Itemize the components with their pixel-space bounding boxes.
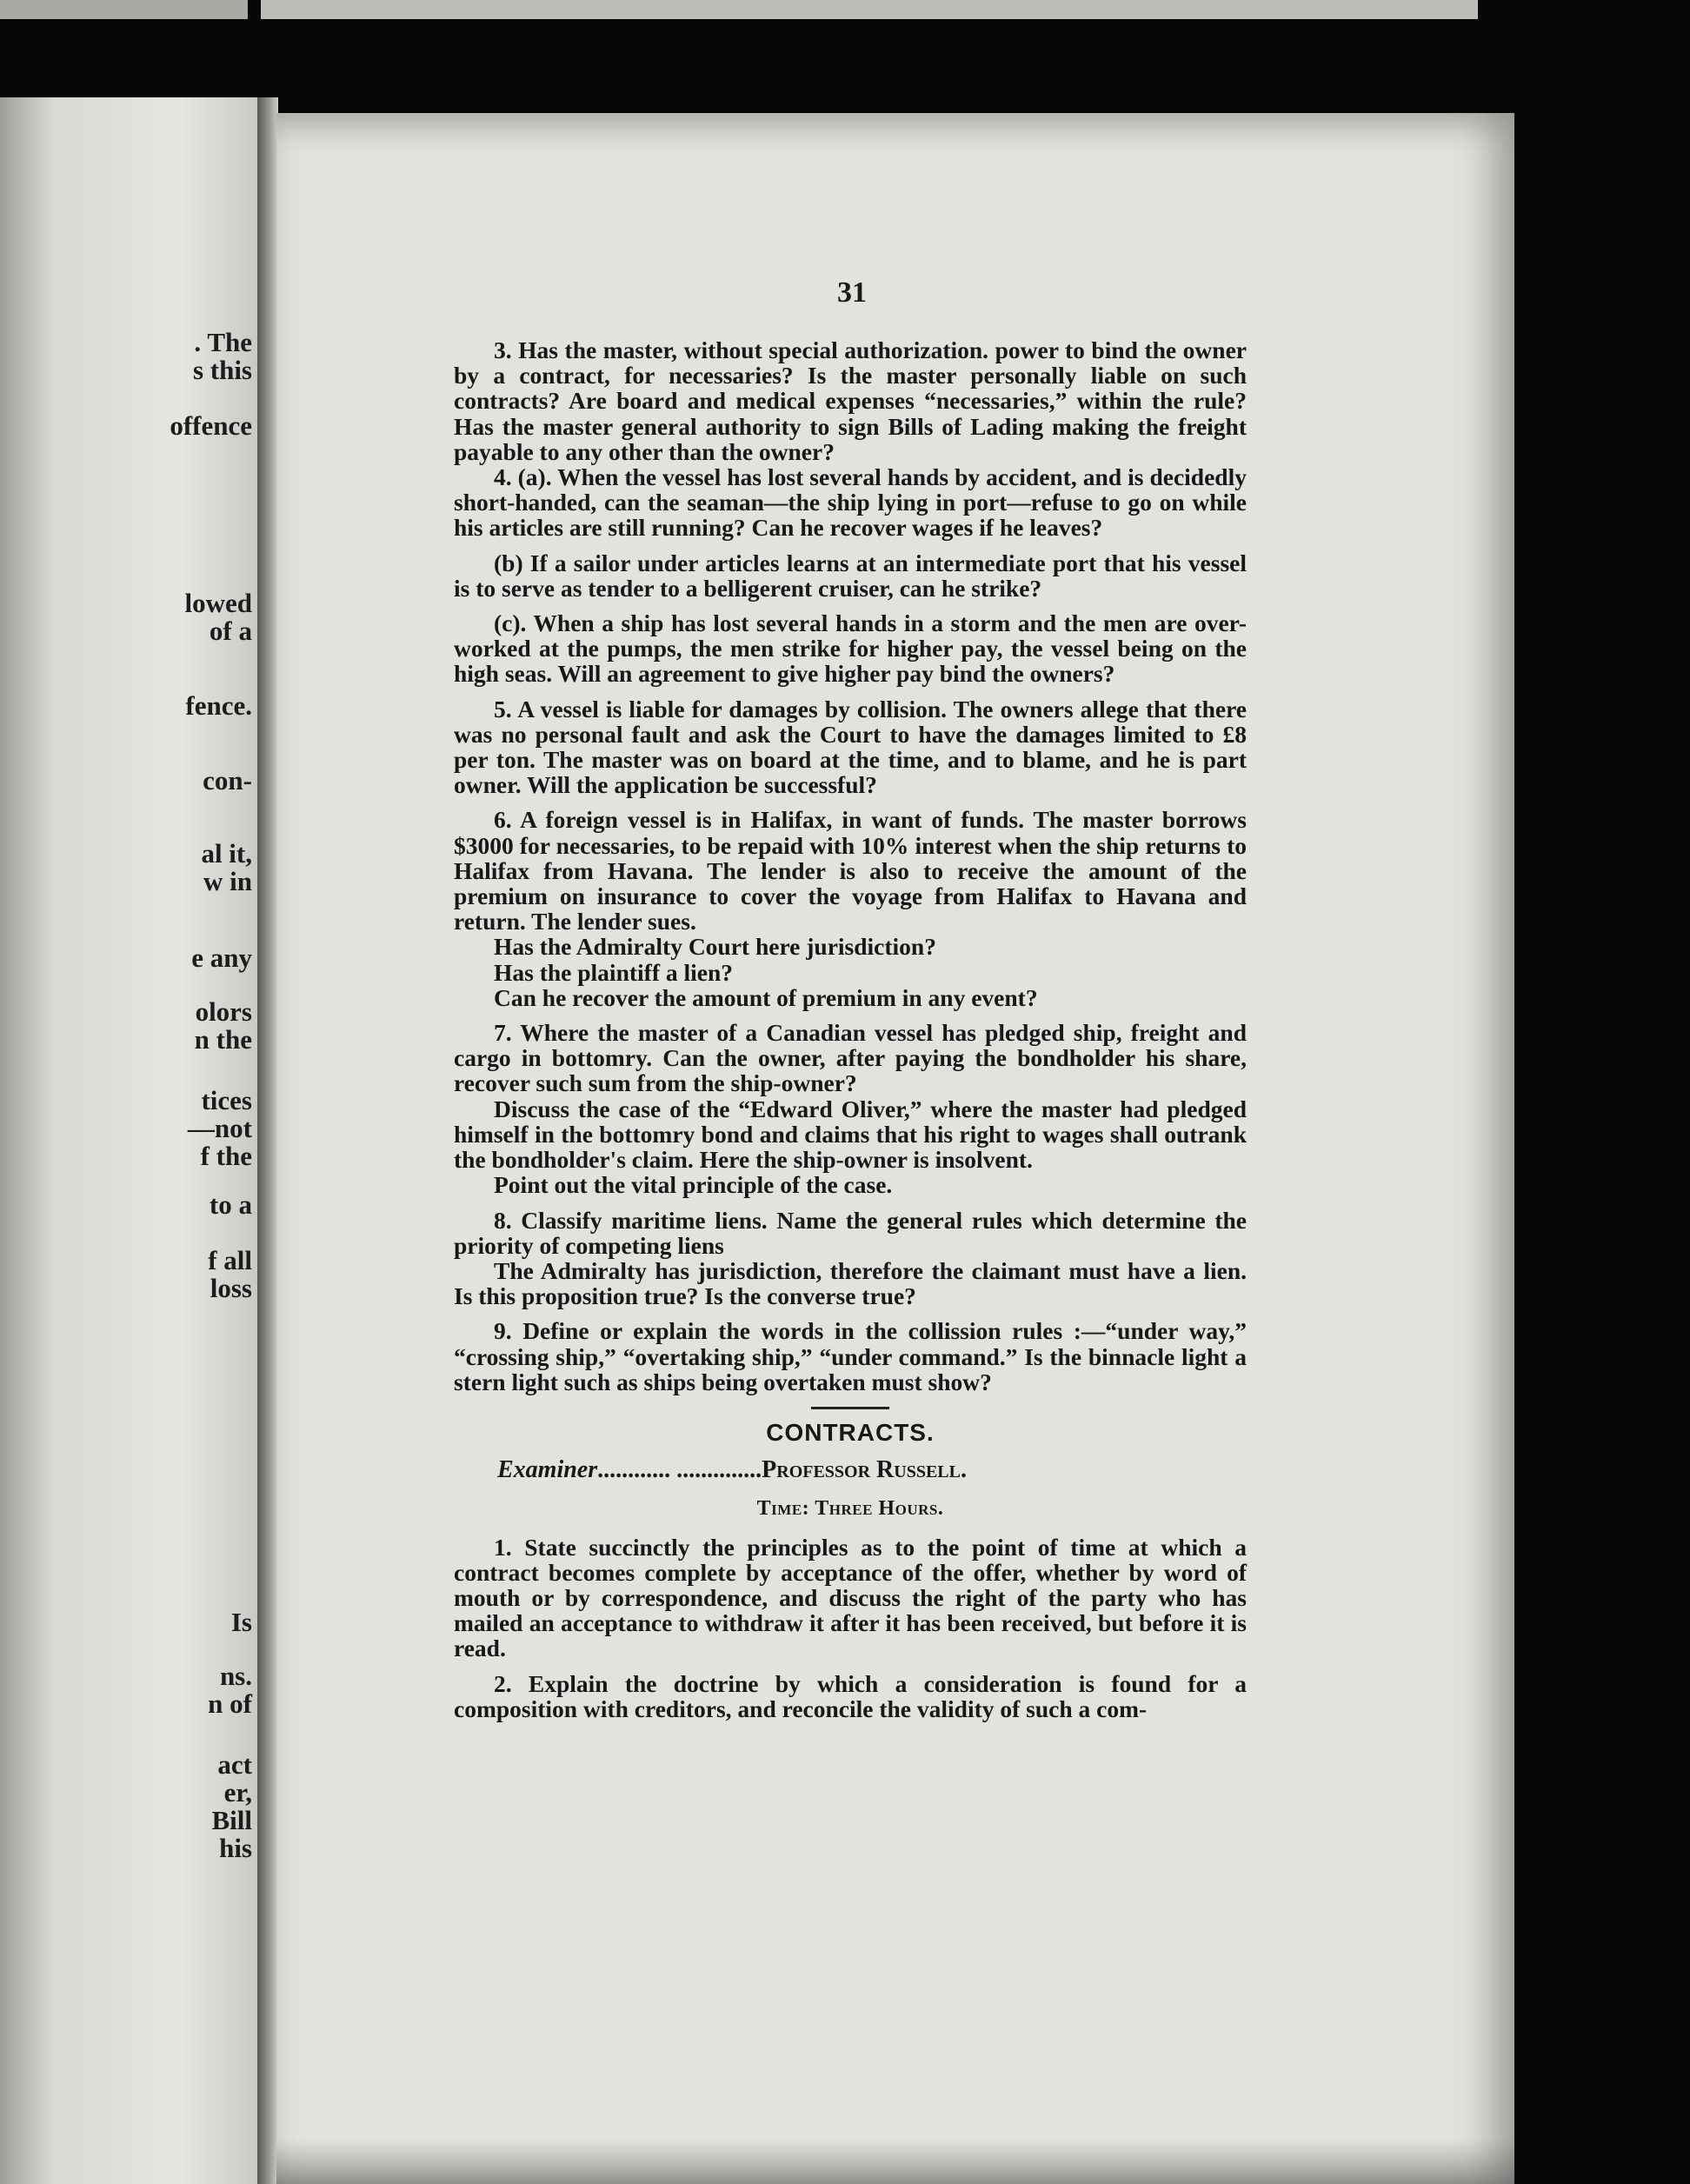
facing-page-text-fragment: Bill <box>211 1805 252 1835</box>
facing-page-text-fragment: f all <box>208 1245 252 1275</box>
facing-page-text-fragment: ns. <box>219 1661 252 1691</box>
question-4b: (b) If a sailor under articles learns at an intermediate port that his vessel is to serve as tender to a belligerent cruiser, can he strike? <box>454 549 1247 602</box>
exam-time: Time: Three Hours. <box>756 1497 944 1521</box>
facing-page-text-fragment: . The <box>194 327 252 357</box>
question-8-sub: The Admiralty has jurisdiction, therefore the claimant must have a lien. Is this proposition true? Is the converse true? <box>454 1256 1247 1310</box>
examiner-name: Professor Russell. <box>762 1456 967 1484</box>
facing-page-text-fragment: loss <box>210 1273 252 1303</box>
question-7-sub-2: Point out the vital principle of the case. <box>494 1171 893 1199</box>
facing-page-text-fragment: f the <box>200 1141 252 1171</box>
question-6-sub-1: Has the Admiralty Court here jurisdiction? <box>494 933 936 961</box>
facing-page-text-fragment: w in <box>203 866 252 896</box>
facing-page-text-fragment: to a <box>209 1189 252 1220</box>
facing-page-text-fragment: e any <box>191 942 252 973</box>
exam-questions <box>454 337 1247 1721</box>
question-5: 5. A vessel is liable for damages by collision. The owners allege that there was no personal fault and ask the Court to have the damages limited to £8 per ton. The master was on board at the time, and to blame, and he is part owner. Will the application be successful? <box>454 695 1247 799</box>
scan-background <box>1514 97 1690 2184</box>
previous-frame-edge <box>261 0 1478 19</box>
facing-page-text-fragment: of a <box>209 616 252 646</box>
section-heading: CONTRACTS. <box>766 1418 935 1446</box>
question-6-sub-2: Has the plaintiff a lien? <box>494 958 734 986</box>
facing-page-text-fragment: n the <box>194 1024 252 1055</box>
question-7: 7. Where the master of a Canadian vessel has pledged ship, freight and cargo in bottomry. Can the owner, after paying the bondholder his share, recover such sum from the ship-owner? <box>454 1019 1247 1097</box>
examiner-dots: ............ .............. <box>597 1456 762 1484</box>
question-4a: 4. (a). When the vessel has lost several hands by accident, and is decidedly short-handed, can the seaman—the ship lying in port—refuse to go on while his articles are still running? Can he recover wages if he leaves? <box>454 463 1247 542</box>
contract-question-2: 2. Explain the doctrine by which a consideration is found for a composition with creditors, and reconcile the validity of such a com- <box>454 1669 1247 1722</box>
facing-page-text-fragment: tices <box>201 1085 252 1115</box>
question-9: 9. Define or explain the words in the collission rules :—“under way,” “crossing ship,” “overtaking ship,” “under command.” Is the binnacle light a stern light such as ships being overtaken must show? <box>454 1317 1247 1395</box>
facing-page-text-fragment: act <box>217 1749 252 1780</box>
facing-page-fragment <box>0 97 259 2184</box>
facing-page-text-fragment: con- <box>203 765 252 796</box>
facing-page-text-fragment: n of <box>208 1688 252 1719</box>
contract-question-1: 1. State succinctly the principles as to the point of time at which a contract becomes complete by acceptance of the offer, whether by word of mouth or by correspondence, and discuss the right of the party who has mailed an acceptance to withdraw it after it has been received, but before it is read. <box>454 1533 1247 1662</box>
facing-page-text-fragment: olors <box>195 996 252 1027</box>
question-6: 6. A foreign vessel is in Halifax, in want of funds. The master borrows $3000 for necessaries, to be repaid with 10% interest when the ship returns to Halifax from Havana. The lender is also to receive the amount of the premium on insurance to cover the voyage from Halifax to Havana and return. The lender sues. <box>454 806 1247 936</box>
question-3: 3. Has the master, without special authorization. power to bind the owner by a contract, for necessaries? Is the master personally liable on such contracts? Are board and medical expenses “necessaries,” within the rule? Has the master general authority to sign Bills of Lading making the freight payable to any other than the owner? <box>454 336 1247 465</box>
facing-page-text-fragment: lowed <box>184 588 252 618</box>
question-7-sub-1: Discuss the case of the “Edward Oliver,” where the master had pledged himself in the bottomry bond and claims that his right to wages shall outrank the bondholder's claim. Here the ship-owner is insolvent. <box>454 1095 1247 1174</box>
page-bottom-shadow <box>276 2139 1514 2184</box>
facing-page-text-fragment: Is <box>230 1607 252 1637</box>
question-8: 8. Classify maritime liens. Name the general rules which determine the priority of competing liens <box>454 1206 1247 1259</box>
facing-page-text-fragment: offence <box>170 410 252 441</box>
question-4c: (c). When a ship has lost several hands in a storm and the men are over-worked at the pumps, the men strike for higher pay, the vessel being on the high seas. Will an agreement to give higher pay bind the owners? <box>454 609 1247 688</box>
facing-page-text-fragment: s this <box>192 355 252 385</box>
facing-page-text-fragment: his <box>219 1833 252 1863</box>
examiner-role: Examiner <box>497 1456 598 1484</box>
page-number: 31 <box>837 276 867 309</box>
facing-page-text-fragment: al it, <box>201 838 252 869</box>
previous-frame-edge-left <box>0 0 248 19</box>
section-divider <box>811 1407 889 1409</box>
book-gutter <box>257 97 278 2184</box>
facing-page-text-fragment: —not <box>187 1113 252 1143</box>
question-6-sub-3: Can he recover the amount of premium in any event? <box>494 983 1038 1011</box>
facing-page-text-fragment: er, <box>223 1777 252 1808</box>
facing-page-text-fragment: fence. <box>185 690 252 721</box>
examiner-line <box>454 1457 1247 1482</box>
